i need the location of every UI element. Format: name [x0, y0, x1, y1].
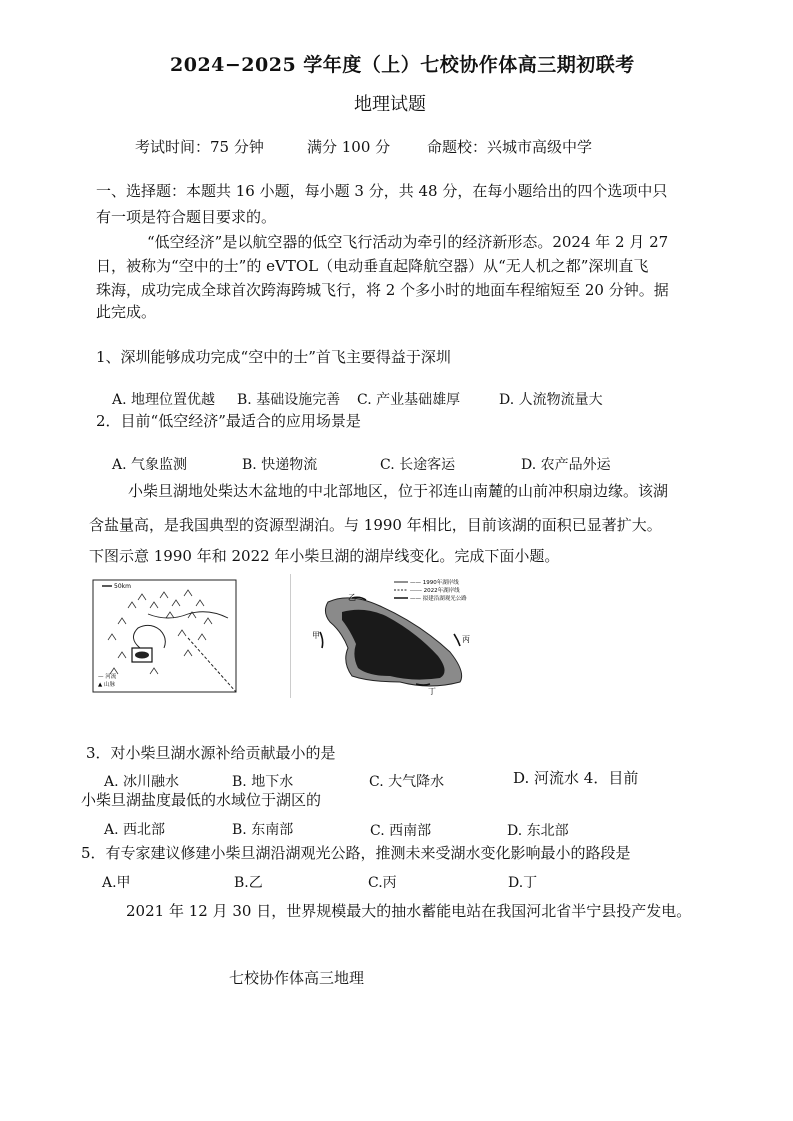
- setter-school: 命题校：兴城市高级中学: [427, 138, 593, 156]
- passage1-line1: “低空经济”是以航空器的低空飞行活动为牵引的经济新形态。2024 年 2 月 27: [147, 233, 669, 251]
- lake-shoreline-map: [290, 572, 480, 698]
- map-scale: 50km: [114, 583, 131, 590]
- subject-title: 地理试题: [354, 94, 426, 115]
- question-2-option-a: A. 气象监测: [112, 457, 188, 473]
- shoreline-legend-1990: —— 1990年湖岸线: [410, 580, 459, 586]
- passage3-line1: 2021 年 12 月 30 日，世界规模最大的抽水蓄能电站在我国河北省半宁县投产发电。: [126, 902, 692, 920]
- question-4-option-b: B. 东南部: [232, 822, 294, 838]
- section-instruction-line2: 有一项是符合题目要求的。: [96, 208, 277, 226]
- question-5-stem: 5．有专家建议修建小柴旦湖沿湖观光公路，推测未来受湖水变化影响最小的路段是: [81, 844, 631, 862]
- road-label-ding: 丁: [428, 687, 436, 696]
- road-label-jia: 甲: [312, 631, 320, 640]
- question-4-option-a: A. 西北部: [104, 822, 166, 838]
- location-map: [88, 578, 240, 694]
- question-1-stem: 1、深圳能够成功完成“空中的士”首飞主要得益于深圳: [96, 348, 451, 366]
- question-3-option-d: D. 河流水 4．目前: [513, 769, 639, 787]
- question-2-stem: 2．目前“低空经济”最适合的应用场景是: [96, 412, 361, 430]
- full-score: 满分 100 分: [307, 138, 391, 156]
- map-legend-mountain: ▲ 山脉: [98, 682, 115, 688]
- section-instruction-line1: 一、选择题：本题共 16 小题，每小题 3 分，共 48 分，在每小题给出的四个选项中只: [96, 182, 668, 200]
- map-legend-river: — 河流: [98, 674, 117, 680]
- question-4-option-c: C. 西南部: [370, 823, 432, 839]
- shoreline-legend-road: —— 拟建沿湖观光公路: [410, 596, 467, 602]
- passage2-line3: 下图示意 1990 年和 2022 年小柴旦湖的湖岸线变化。完成下面小题。: [89, 547, 560, 565]
- passage1-line3: 珠海，成功完成全球首次跨海跨城飞行，将 2 个多小时的地面车程缩短至 20 分钟。据: [96, 281, 669, 299]
- passage1-line2: 日，被称为“空中的士”的 eVTOL（电动垂直起降航空器）从“无人机之都”深圳直飞: [96, 257, 649, 275]
- road-label-yi: 乙: [348, 593, 356, 602]
- question-5-option-d: D.丁: [508, 875, 538, 891]
- passage1-line4: 此完成。: [96, 303, 157, 321]
- lake-shoreline-figure: [290, 572, 480, 698]
- question-1-option-a: A. 地理位置优越: [112, 392, 216, 408]
- exam-time: 考试时间：75 分钟: [135, 138, 264, 156]
- question-3-option-a: A. 冰川融水: [104, 774, 180, 790]
- question-2-option-d: D. 农产品外运: [521, 457, 611, 473]
- question-3-option-b: B. 地下水: [232, 774, 294, 790]
- question-5-option-b: B.乙: [234, 875, 263, 891]
- passage2-line1: 小柴旦湖地处柴达木盆地的中北部地区，位于祁连山南麓的山前冲积扇边缘。该湖: [128, 482, 669, 500]
- road-label-bing: 丙: [462, 635, 470, 644]
- question-1-option-b: B. 基础设施完善: [237, 392, 341, 408]
- question-5-option-c: C.丙: [368, 875, 397, 891]
- question-4-stem: 小柴旦湖盐度最低的水域位于湖区的: [81, 791, 322, 809]
- page-title: 2024−2025 学年度（上）七校协作体高三期初联考: [170, 54, 635, 76]
- question-5-option-a: A.甲: [102, 875, 131, 891]
- question-3-option-c: C. 大气降水: [369, 774, 445, 790]
- shoreline-legend-2022: ------ 2022年湖岸线: [410, 588, 460, 594]
- question-4-option-d: D. 东北部: [507, 823, 569, 839]
- page-footer: 七校协作体高三地理: [229, 969, 365, 987]
- location-map-figure: [88, 578, 240, 694]
- question-1-option-d: D. 人流物流量大: [499, 392, 603, 408]
- passage2-line2: 含盐量高，是我国典型的资源型湖泊。与 1990 年相比，目前该湖的面积已显著扩大。: [89, 516, 662, 534]
- question-1-option-c: C. 产业基础雄厚: [357, 392, 461, 408]
- question-2-option-b: B. 快递物流: [242, 457, 318, 473]
- question-3-stem: 3．对小柴旦湖水源补给贡献最小的是: [86, 744, 336, 762]
- question-2-option-c: C. 长途客运: [380, 457, 456, 473]
